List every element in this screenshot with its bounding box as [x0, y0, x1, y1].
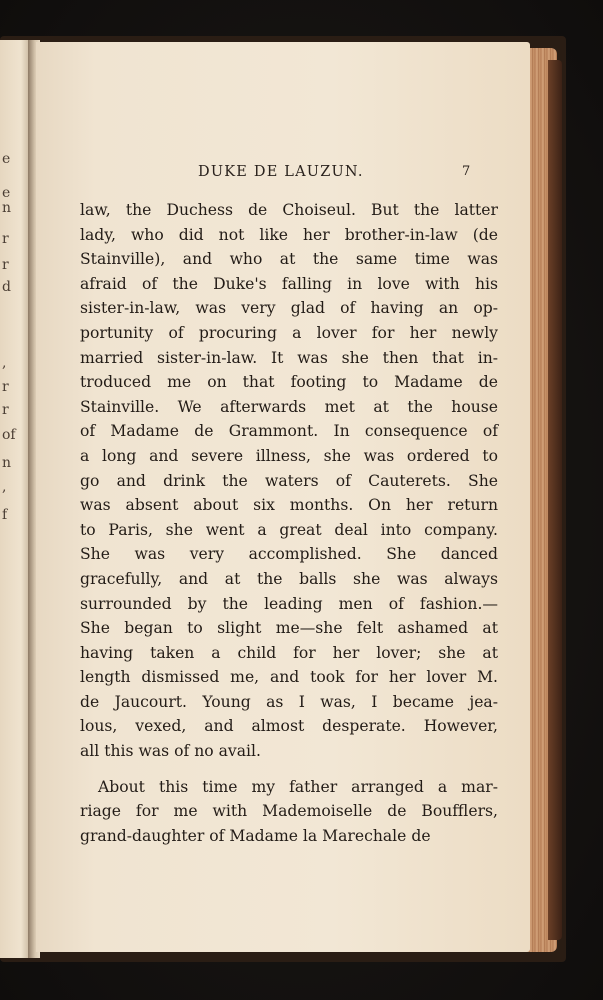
text-line: gracefully, and at the balls she was always	[80, 569, 498, 588]
text-line: Stainville), and who at the same time was	[80, 250, 498, 269]
book-page	[36, 42, 530, 952]
text-line: of Madame de Grammont. In consequence of	[80, 422, 498, 441]
text-line: go and drink the waters of Cauterets. She	[80, 471, 498, 490]
text-line: length dismissed me, and took for her lover M.	[80, 668, 498, 687]
text-line: surrounded by the leading men of fashion.—	[80, 594, 498, 613]
text-line: a long and severe illness, she was ordered to	[80, 446, 498, 465]
text-line: lady, who did not like her brother-in-law (de	[80, 225, 498, 244]
text-line: law, the Duchess de Choiseul. But the latter	[80, 201, 498, 219]
text-line: afraid of the Duke's falling in love with his	[80, 274, 498, 293]
paragraph-gap	[80, 764, 498, 775]
text-line: sister-in-law, was very glad of having an op-	[80, 299, 498, 318]
page-number: 7	[462, 164, 471, 179]
running-head: DUKE DE LAUZUN.	[198, 164, 364, 180]
cover-edge	[548, 60, 562, 940]
text-line: About this time my father arranged a mar-	[98, 777, 498, 796]
previous-page-fragment: r	[2, 231, 9, 247]
previous-page-edge	[0, 40, 30, 958]
text-line: Stainville. We afterwards met at the house	[80, 397, 498, 416]
previous-page-fragment: d	[2, 279, 11, 295]
text-line: married sister-in-law. It was she then that in-	[80, 348, 498, 367]
previous-page-fragment: ,	[2, 355, 7, 371]
previous-page-fragment: n	[2, 455, 12, 471]
previous-page-fragment: f	[2, 507, 8, 523]
text-line: de Jaucourt. Young as I was, I became jea-	[80, 692, 498, 711]
previous-page-fragment: e	[2, 185, 11, 201]
text-line: She was very accomplished. She danced	[80, 545, 498, 564]
text-line: all this was of no avail.	[80, 742, 261, 761]
text-line: to Paris, she went a great deal into company.	[80, 520, 498, 539]
text-line: grand-daughter of Madame la Marechale de	[80, 826, 431, 845]
text-line: lous, vexed, and almost desperate. However,	[80, 717, 498, 736]
text-line: having taken a child for her lover; she at	[80, 643, 498, 662]
page-body-text	[80, 198, 498, 848]
previous-page-fragment: of	[2, 427, 16, 443]
previous-page-fragment: e	[2, 151, 11, 167]
previous-page-fragment: r	[2, 402, 9, 418]
text-line: troduced me on that footing to Madame de	[80, 373, 498, 392]
paragraph	[80, 198, 498, 764]
page-header	[36, 164, 530, 186]
text-line: was absent about six months. On her return	[80, 496, 498, 515]
text-line: portunity of procuring a lover for her newly	[80, 323, 498, 342]
previous-page-fragment: n	[2, 200, 12, 216]
text-line: riage for me with Mademoiselle de Boufflers,	[80, 802, 498, 821]
previous-page-fragment: r	[2, 257, 9, 273]
text-line: She began to slight me—she felt ashamed at	[80, 619, 498, 638]
paragraph	[80, 775, 498, 849]
previous-page-fragment: ,	[2, 479, 7, 495]
previous-page-fragment: r	[2, 379, 9, 395]
